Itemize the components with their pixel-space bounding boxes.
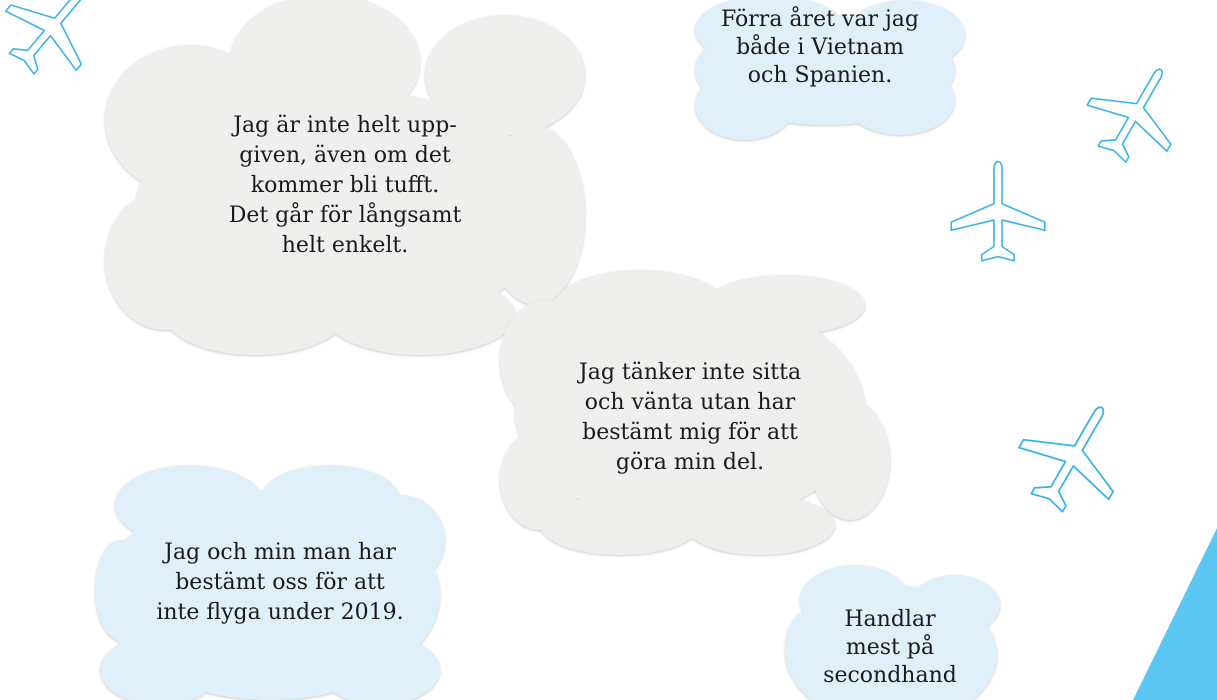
airplane-icon — [1002, 382, 1146, 529]
cloud-5 — [785, 565, 1000, 700]
cloud-4 — [95, 465, 445, 700]
airplane-icon — [1072, 47, 1200, 177]
cloud-5-text: Handlar mest på secondhand — [823, 607, 957, 688]
cloud-3-text: Jag tänker inte sitta och vänta utan har bestämt mig för att göra min del. — [578, 360, 802, 475]
cloud-2 — [695, 0, 965, 140]
cloud-1 — [105, 0, 585, 355]
airplane-icon — [0, 0, 120, 93]
cloud-2-text: Förra året var jag både i Vietnam och Spanien. — [720, 7, 919, 88]
cloud-1-text: Jag är inte helt upp- given, även om det kommer bli tufft. Det går för långsamt helt enkelt. — [228, 113, 462, 258]
cloud-4-text: Jag och min man har bestämt oss för att inte flyga under 2019. — [156, 540, 404, 625]
accent-triangle — [1133, 528, 1217, 700]
airplane-icon — [951, 162, 1045, 261]
cloud-3 — [500, 270, 890, 555]
